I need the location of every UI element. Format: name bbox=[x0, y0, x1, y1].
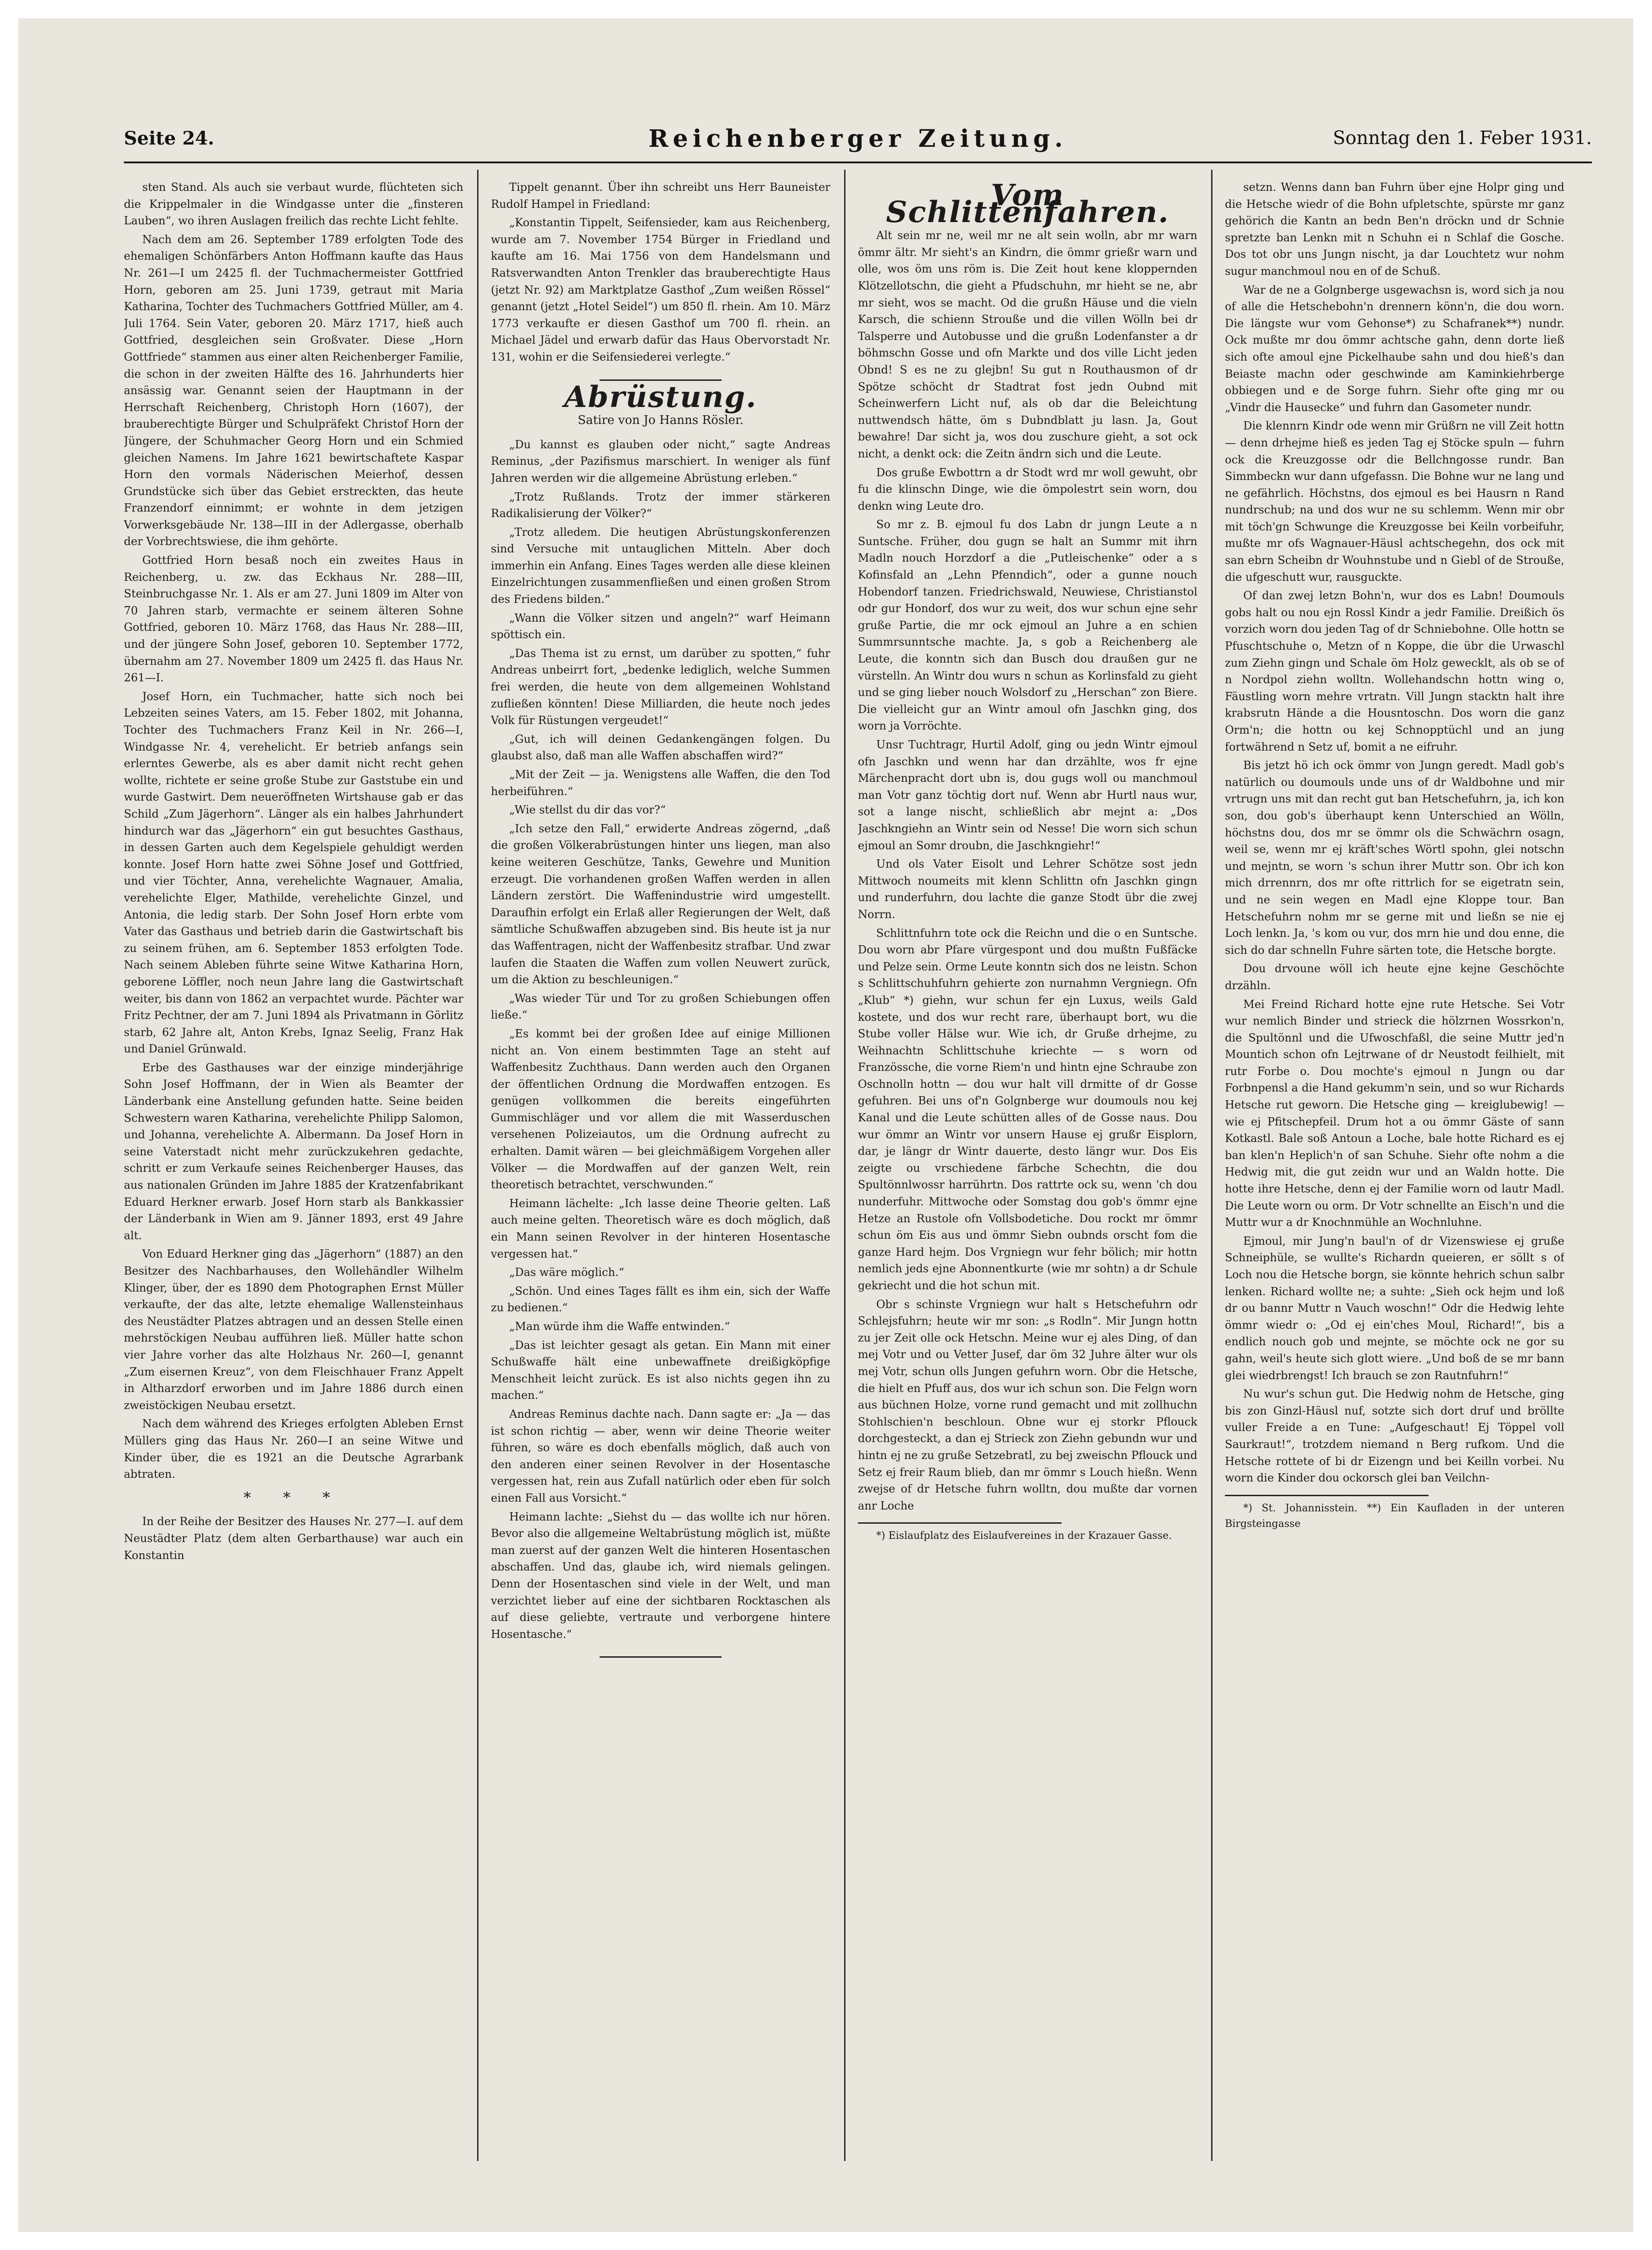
footnote: *) Eislaufplatz des Eislaufvereines in der Krazauer Gasse. bbox=[876, 1530, 1172, 1542]
article-end-rule bbox=[600, 1656, 722, 1658]
column-1 bbox=[124, 179, 463, 2161]
issue-date: Sonntag den 1. Feber 1931. bbox=[1333, 128, 1592, 149]
paragraph: „Es kommt bei der großen Idee auf einige Millionen nicht an. Von einem bestimmten Tage an steht auf Waffenbesitz Zuchthaus. Dann werden auch den Organen der öffentlichen Ordnung die Mordwaffen entzogen. Es genügen vollkommen die bereits eingeführten Gummischläger und vor allem die mit Wasserduschen versehenen Polizeiautos, um die Ordnung aufrecht zu erhalten. Damit wären — bei gleichmäßigem Vorgehen aller Völker — die Mordwaffen auf der ganzen Welt, rein theoretisch betrachtet, verschwunden.“ bbox=[491, 1027, 830, 1192]
paragraph: Heimann lächelte: „Ich lasse deine Theorie gelten. Laß auch meine gelten. Theoretisch wäre es doch möglich, daß ein Mann seinen Revolver in der hinteren Hosentasche vergessen hat.“ bbox=[491, 1197, 830, 1260]
paragraph: „Wann die Völker sitzen und angeln?“ warf Heimann spöttisch ein. bbox=[491, 611, 830, 641]
paragraph: sten Stand. Als auch sie verbaut wurde, flüchteten sich die Krippelmaler in die Windgasse unter die „finsteren Lauben“, wo ihren Auslagen freilich das rechte Licht fehlte. bbox=[124, 181, 463, 228]
paragraph: War de ne a Golgnberge usgewachsn is, word sich ja nou of alle die Hetschebohn'n drennern könn'n, die dou worn. Die längste wur vom Gehonse*) zu Schafranek**) nundr. Ock mußte mr dou ömmr achtsche gahn, denn dorte ließ sich ofte amoul ejne Pickelhaube sahn und dou hieß's dan Beiaste machn oder geschwinde am Kaminkiehrberge obbiegen und e de Sorge fuhrn. Siehr ofte ging mr ou „Vindr die Hausecke“ und fuhrn dan Gasometer nundr. bbox=[1225, 283, 1564, 414]
paragraph: „Das Thema ist zu ernst, um darüber zu spotten,“ fuhr Andreas unbeirrt fort, „bedenke lediglich, welche Summen frei werden, die heute von dem allgemeinen Wohlstand zufließen könnten! Diese Milliarden, die heute noch jedes Volk für Rüstungen vergeudet!“ bbox=[491, 646, 830, 727]
paragraph: Unsr Tuchtragr, Hurtil Adolf, ging ou jedn Wintr ejmoul ofn Jaschkn und wenn har dan drzählte, wos fr ejne Märchenpracht dort ubn is, dou gugs woll ou manchmoul man Votr ganz töchtig dort nuf. Wenn abr Hurtl naus wur, sot a lange nischt, schließlich abr mejnt a: „Dos Jaschkngiehn an Wintr sein od Nesse! Die worn sich schun ejmoul an Somr droubn, die Jaschkngiehr!“ bbox=[858, 738, 1197, 852]
paragraph: Ejmoul, mir Jung'n baul'n of dr Vizenswiese ej gruße Schneiphüle, se wullte's Richardn queieren, er söllt s of Loch nou die Hetsche borgn, sie könnte hehrich schun salbr lenken. Richard wollte ne; a suhte: „Sieh ock hejm und loß dr ou bannr Muttr n Vauch woschn!“ Odr die Hedwig lehte ömmr wiedr o: „Od ej ein'ches Moul, Richard!“, bis a endlich nouch gob und mejnte, se möchte ock ne gor su gahn, weil's heute sich glott wiere. „Und boß de se mr bann glei wiedrbrengst! Ich brauch se zon Rautnfuhrn!“ bbox=[1225, 1234, 1564, 1382]
paragraph: „Mit der Zeit — ja. Wenigstens alle Waffen, die den Tod herbeiführen.“ bbox=[491, 768, 830, 798]
paragraph: Gottfried Horn besaß noch ein zweites Haus in Reichenberg, u. zw. das Eckhaus Nr. 288—III, Steinbruchgasse Nr. 1. Als er am 27. Juni 1809 im Alter von 70 Jahren starb, vermachte er seinem älteren Sohne Gottfried, geboren 10. März 1768, das Haus Nr. 288—III, und der jüngere Sohn Josef, geboren 10. September 1772, übernahm am 27. November 1809 um 2425 fl. das Haus Nr. 261—I. bbox=[124, 554, 463, 685]
paragraph: Andreas Reminus dachte nach. Dann sagte er: „Ja — das ist schon richtig — aber, wenn wir deine Theorie weiter führen, so wäre es doch ebenfalls möglich, daß auch von den anderen einer seinen Revolver in der Hosentasche vergessen hat, rein aus Zufall natürlich oder eben für solch einen Fall aus Vorsicht.“ bbox=[491, 1407, 830, 1504]
column-3 bbox=[858, 179, 1197, 2161]
newspaper-page bbox=[18, 18, 1633, 2232]
paragraph: Alt sein mr ne, weil mr ne alt sein wolln, abr mr warn ömmr ältr. Mr sieht's an Kindrn, die ömmr grießr warn und olle, wos öm uns röm is. Die Zeit hout kene kloppernden Klötzellotschn, die gieht a Pfudschuhn, mr hieht se ne, abr mr sieht, wos se macht. Od die grußn Häuse und die vieln Karsch, die schienn Strouße und die villen Wölln bei dr Talsperre und Autobusse und die grußn Lodenfanster a dr böhmschn Gosse und ofn Markte und dos ville Licht jeden Obnd! S es ne zu glejbn! Su gut n Routhausmon of dr Spötze schöcht dr Stadtrat fost jedn Oubnd mit Scheinwerfern Licht nuf, als ob dar die Beleichtung nuttwendsch hätte, öm s Dubndblatt ju lasn. Ja, Gout bewahre! Dar sicht ja, wos dou zuschure gieht, a sot ock nicht, a denkt ock: die Zeitn ändrn sich und die Leute. bbox=[858, 229, 1197, 460]
column-divider bbox=[477, 170, 478, 2161]
page-number: Seite 24. bbox=[124, 128, 214, 149]
masthead: Reichenberger Zeitung. bbox=[648, 125, 1068, 153]
article-title: Vom Schlittenfahren. bbox=[886, 179, 1169, 229]
footnote-rule bbox=[1225, 1495, 1429, 1496]
paragraph: Josef Horn, ein Tuchmacher, hatte sich noch bei Lebzeiten seines Vaters, am 15. Feber 1802, mit Johanna, Tochter des Tuchmachers Franz Keil in Nr. 266—I, Windgasse Nr. 4, verehelicht. Er betrieb anfangs sein erlerntes Gewerbe, als es aber damit nicht recht gehen wollte, richtete er seine große Stube zur Gaststube ein und wurde Gastwirt. Dem neueröffneten Wirtshause gab er das Schild „Zum Jägerhorn“. Länger als ein halbes Jahrhundert hindurch war das „Jägerhorn“ ein gut besuchtes Gasthaus, in dessen Garten auch dem Kegelspiele gehuldigt werden konnte. Josef Horn hatte zwei Söhne Josef und Gottfried, und vier Töchter, Anna, verehelichte Wagnauer, Amalia, verehelichte Elger, Mathilde, verehelichte Ginzel, und Antonia, die ledig starb. Der Sohn Josef Horn erbte vom Vater das Gasthaus und betrieb darin die Gastwirtschaft bis zu seinem frühen, am 6. September 1853 erfolgten Tode. Nach seinem Ableben führte seine Witwe Katharina Horn, geborene Löffler, noch neun Jahre lang die Gastwirtschaft weiter, bis dann von 1862 an verpachtet wurde. Pächter war Fritz Pechtner, der am 7. Juni 1894 als Privatmann in Görlitz starb, 62 Jahre alt, Anton Krebs, Ignaz Seelig, Franz Hak und Daniel Grünwald. bbox=[124, 690, 463, 1056]
paragraph: „Man würde ihm die Waffe entwinden.“ bbox=[509, 1320, 730, 1333]
paragraph: „Ich setze den Fall,“ erwiderte Andreas zögernd, „daß die großen Völkerabrüstungen hinter uns liegen, man also keine weiteren Geschütze, Tanks, Gewehre und Munition erzeugt. Die vorhandenen großen Waffen werden in allen Ländern zerstört. Die Waffenindustrie wird umgestellt. Daraufhin erfolgt ein Erlaß aller Regierungen der Welt, daß sämtliche Schußwaffen abzugeben sind. Bis heute ist ja nur das Waffentragen, nicht der Waffenbesitz strafbar. Und zwar laufen die Staaten die Waffen zum vollen Neuwert zurück, um die Aktion zu beschleunigen.“ bbox=[491, 822, 830, 986]
paragraph: Nach dem am 26. September 1789 erfolgten Tode des ehemaligen Schönfärbers Anton Hoffmann kaufte das Haus Nr. 261—I um 2425 fl. der Tuchmachermeister Gottfried Horn, geboren am 25. Juni 1739, getraut mit Maria Katharina, Tochter des Tuchmachers Gottfried Müller, am 4. Juli 1764. Sein Vater, geboren 20. März 1717, hieß auch Gottfried, desgleichen sein Großvater. Diese „Horn Gottfriede“ stammen aus einer alten Reichenberger Familie, die schon in der zweiten Hälfte des 16. Jahrhunderts hier ansässig war. Genannt seien der Hauptmann in der Herrschaft Reichenberg, Christoph Horn (1607), der brauberechtigte Bürger und Schulpräfekt Christof Horn der Jüngere, der Schuhmacher Georg Horn und ein Schmied gleichen Namens. Im Jahre 1621 bewirtschaftete Kaspar Horn den vormals Näderischen Meierhof, dessen Grundstücke sich über das Gebiet erstreckten, das heute Franzendorf einnimmt; er wohnte in dem jetzigen Vorwerksgebäude Nr. 138—III in der Adlergasse, oberhalb der Vorbrechtswiese, die ihm gehörte. bbox=[124, 233, 463, 548]
paragraph: „Trotz Rußlands. Trotz der immer stärkeren Radikalisierung der Völker?“ bbox=[491, 490, 830, 520]
paragraph: Erbe des Gasthauses war der einzige minderjährige Sohn Josef Hoffmann, der in Wien als Beamter der Länderbank eine Anstellung gefunden hatte. Seine beiden Schwestern waren Katharina, verehelichte Philipp Salomon, und Johanna, verehelichte A. Albermann. Da Josef Horn in seine Vaterstadt nicht mehr zurückzukehren gedachte, schritt er zum Verkaufe seines Reichenberger Hauses, das aus nationalen Gründen im Jahre 1885 der Kratzenfabrikant Eduard Herkner erwarb. Josef Horn starb als Bankkassier der Länderbank in Wien am 9. Jänner 1893, erst 49 Jahre alt. bbox=[124, 1061, 463, 1242]
column-divider bbox=[844, 170, 845, 2161]
paragraph: „Was wieder Tür und Tor zu großen Schiebungen offen ließe.“ bbox=[491, 991, 830, 1022]
paragraph: Schlittnfuhrn tote ock die Reichn und die o en Suntsche. Dou worn abr Pfare vürgespont und dou mußtn Fußfäcke und Pelze sein. Orme Leute konntn sich dos ne leistn. Schon s Schlittschuhfuhrn gehierte zon nurnahmn Vergniegn. Ofn „Klub“ *) giehn, wur schun fer ejn Luxus, weils Gald kostete, und dos wur recht rare, überhaupt bort, wu die Stube voller Hälse wur. Wie ich, dr Gruße drhejme, zu Weihnachtn Schlittschuhe kriechte — s worn od Französsche, die vorne Riem'n und hintn ejne Schraube zon Oschnolln hottn — dou wur halt vill drmitte of dr Gosse gefuhren. Bei uns of'n Golgnberge wur doumouls nou kej Kanal und die Leute schütten alles of de Gosse naus. Dou wur ömmr an Wintr vor unsern Hause ej grußr Eisplorn, dar, je längr dr Wintr dauerte, desto längr wur. Dos Eis zeigte ou vrschiedene färbche Schechtn, die dou Spultönnlwossr harrührtn. Dos rattrte ock su, wenn 'ch dou nunderfuhr. Mittwoche oder Somstag dou gob's ömmr ejne Hetze an Rustole ofn Vollsbodetiche. Dou rockt mr ömmr schun öm Eis aus und ömmr Siebn oubnds orscht fom die ganze Hard hejm. Dos Vrgniegn wur fehr bölich; mir hottn nemlich jeds ejne Abonnentkurte (wie mr sohtn) a dr Schule gekriecht und die hot schun mit. bbox=[858, 926, 1197, 1292]
paragraph: Dos gruße Ewbottrn a dr Stodt wrd mr woll gewuht, obr fu die klinschn Dinge, wie die ömpolestrt sein worn, dou denkn wing Leute dro. bbox=[858, 466, 1197, 512]
paragraph: Nu wur's schun gut. Die Hedwig nohm de Hetsche, ging bis zon Ginzl-Häusl nuf, sotzte sich dort druf und bröllte vuller Freide a en Tune: „Aufgeschaut! Ej Töppel voll Saurkraut!“, trotzdem niemand n Berg rufkom. Und die Hetsche rottete of bi dr Eizengn und bei Keilln vorbei. Nu worn die Kinder dou ockorsch glei ban Veilchn- bbox=[1225, 1387, 1564, 1485]
column-divider bbox=[1211, 170, 1213, 2161]
column-2 bbox=[491, 179, 830, 2161]
page-header bbox=[124, 125, 1592, 157]
header-rule bbox=[124, 162, 1592, 163]
paragraph: „Trotz alledem. Die heutigen Abrüstungskonferenzen sind Versuche mit untauglichen Mitteln. Aber doch immerhin ein Anfang. Eines Tages werden alle diese kleinen Einzelrichtungen zusammenfließen und einen großen Strom des Friedens bilden.“ bbox=[491, 525, 830, 606]
paragraph: „Wie stellst du dir das vor?“ bbox=[509, 803, 666, 817]
paragraph: Bis jetzt hö ich ock ömmr von Jungn geredt. Madl gob's natürlich ou doumouls unde uns of dr Waldbohne und mir vrtrugn uns mit dan recht gut ban Hetschefuhrn, ja, ich kon son, dou gob's überhaupt kenn Unterschied an Wölln, höchstns dou, dos mr se ömmr ols die Schwächrn osagn, weil se, wenn mr ej kräft'sches Wörtl spohn, glei notschn und mejntn, se worn 's schun ihrer Muttr son. Obr ich kon mich drrennrn, dos mr ofte rittrlich for se eigetratn sein, und ne sein wegen en Madl ejne Kloppe tour. Ban Hetschefuhrn nohm mr se gerne mit und ließn se nie ej Loch lenkn. Ja, 's kom ou vur, dos mrn hie und dou enne, die sich do dar schnelln Fuhre särten tote, die Hetsche borgte. bbox=[1225, 759, 1564, 957]
paragraph: Und ols Vater Eisolt und Lehrer Schötze sost jedn Mittwoch noumeits mit klenn Schlittn ofn Jaschkn gingn und runderfuhrn, dou lachte die ganze Stodt übr die zwej Norrn. bbox=[858, 858, 1197, 921]
column-4 bbox=[1225, 179, 1564, 2161]
paragraph: So mr z. B. ejmoul fu dos Labn dr jungn Leute a n Suntsche. Früher, dou gugn se halt an Summr mit ihrn Madln nouch Horzdorf a die „Putleischenke“ oder a s Kofinsfald an „Lehn Pfenndich“, oder a gunne nouch Hobendorf tanzen. Friedrichswald, Neuwiese, Christianstol odr gur Hondorf, dos wur zu weit, dos wur schun ejne sehr gruße Partie, die mr ock ejmoul an Juhre a en schien Summrsunntsche machte. Ja, s gob a Reichenberg ale Leute, die konntn sich dan Busch dou draußen gur ne vürstelln. An Wintr dou wurs n schun as Korlinsfald zu gieht und se ging lieber nouch Wolsdorf zu „Herschan“ zon Biere. Die vielleicht gur an Wintr amoul ofn Jaschkn ging, dos worn ja Vorröchte. bbox=[858, 518, 1197, 733]
paragraph: Obr s schinste Vrgniegn wur halt s Hetschefuhrn odr Schlejsfuhrn; heute wir mr son: „s Rodln“. Mir Jungn hottn zu jer Zeit olle ock Hetschn. Meine wur ej ales Ding, of dan mej Votr und ou Vetter Jusef, dar öm 32 Juhre älter wur ols mej Votr, schun olls Jungen gefuhrn worn. Obr die Hetsche, die hielt en Pfuff aus, dos wur ich schun son. Die Felgn worn aus büchnen Holze, vorne rund gemacht und mit zollhuchn Stohlschien'n beschloun. Obne wur ej storkr Pflouck dorchgesteckt, a dan ej Strieck zon Ziehn gebundn wur und hintn ej ne zu gruße Setzebratl, zu bej zweischn Pflouck und Setz ej freir Raum blieb, dan mr ömmr s Louch hießn. Wenn zwejse of dr Hetsche fuhrn wolltn, dou mußte dar vornen anr Loche bbox=[858, 1298, 1197, 1512]
paragraph: Of dan zwej letzn Bohn'n, wur dos es Labn! Doumouls gobs halt ou nou ejn Rossl Kindr a jedr Familie. Dreißich ös vorzich worn dou jeden Tag of dr Schniebohne. Olle hottn se Pfuschtschuhe o, Metzn of n Koppe, die übr die Urwaschl zum Ziehn gingn und Schale öm Holz gewecklt, als ob se of n Nordpol ziehn wolltn. Wollehandschn hottn wing o, Fäustling worn mehre vrtratn. Vill Jungn stacktn halt ihre krabsrutn Hände a die Housntoschn. Dos worn die ganz Orm'n; die hottn ou kej Schnopptüchl und an jung fortwährend n Setz uf, bomit a ne eifruhr. bbox=[1225, 589, 1564, 753]
paragraph: Die klennrn Kindr ode wenn mir Grüßrn ne vill Zeit hottn — denn drhejme hieß es jeden Tag ej Stöcke spuln — fuhrn ock die Kreuzgosse odr die Bellchngosse rundr. Ban Simmbeckn wur dann ufgefassn. Die Bohne wur ne lang und ne gefährlich. Höchstns, dos ejmoul es bei Hausrn n Rand nundrschub; na und dos wur ne su schlemm. Wenn mir obr mit töch'gn Schwunge die Kreuzgosse bei Keiln vorbeifuhr, mußte mr ofs Wagnauer-Häusl achtschegehn, dos ock mit san ebrn Scheibn dr Wouhnstube und n Giebl of de Strouße, die ufgeschutt wur, rausguckte. bbox=[1225, 419, 1564, 584]
paragraph: Tippelt genannt. Über ihn schreibt uns Herr Bauneister Rudolf Hampel in Friedland: bbox=[491, 181, 830, 211]
paragraph: „Konstantin Tippelt, Seifensieder, kam aus Reichenberg, wurde am 7. November 1754 Bürger in Friedland und kaufte am 16. Mai 1756 von dem Handelsmann und Ratsverwandten Anton Trenkler das brauberechtigte Haus (jetzt Nr. 92) am Marktplatze Gasthof „Zum weißen Rössel“ genannt (jetzt „Hotel Seidel“) um 850 fl. rhein. Am 10. März 1773 verkaufte er diesen Gasthof um 700 fl. rhein. an Michael Jädel und erwarb dafür das Haus Obervorstadt Nr. 131, wohin er die Seifensiederei verlegte.“ bbox=[491, 216, 830, 363]
paragraph: „Das ist leichter gesagt als getan. Ein Mann mit einer Schußwaffe hält eine unbewaffnete dreißigköpfige Menschheit leicht zurück. Es ist also nichts gegen ihn zu machen.“ bbox=[491, 1338, 830, 1402]
paragraph: „Du kannst es glauben oder nicht,“ sagte Andreas Reminus, „der Pazifismus marschiert. In weniger als fünf Jahren werden wir die allgemeine Abrüstung erleben.“ bbox=[491, 438, 830, 485]
paragraph: Heimann lachte: „Siehst du — das wollte ich nur hören. Bevor also die allgemeine Weltabrüstung möglich ist, müßte man zuerst auf der ganzen Welt die hinteren Hosentaschen abschaffen. Und das, glaube ich, wird niemals gelingen. Denn der Hosentaschen sind viele in der Welt, und man verzichtet lieber auf eine der sichtbaren Rocktaschen als auf diese geliebte, vertraute und verborgene hintere Hosentasche.“ bbox=[491, 1510, 830, 1641]
section-separator: * * * bbox=[243, 1488, 344, 1506]
paragraph: Dou drvoune wöll ich heute ejne kejne Geschöchte drzähln. bbox=[1225, 962, 1564, 992]
paragraph: „Gut, ich will deinen Gedankengängen folgen. Du glaubst also, daß man alle Waffen abschaffen wird?“ bbox=[491, 732, 830, 763]
footnote: *) St. Johannisstein. **) Ein Kaufladen in der unteren Birgsteingasse bbox=[1225, 1502, 1564, 1530]
paragraph: Mei Freind Richard hotte ejne rute Hetsche. Sei Votr wur nemlich Binder und strieck die hölzrnen Wossrkon'n, die Spultönnl und die Ufwoschfaßl, die seine Muttr jed'n Mountich schon ofn Lejtrwane of dr Neustodt feilhielt, mit rutr Forbe o. Dou mochte's ejmoul n Jungn ou dar Forbnpensl a die Hand gekumm'n sein, und so wur Richards Hetsche rut geworn. Die Hetsche ging — kreiglubewig! — wie ej Pfitschepfeil. Drum hot a ou ömmr Gäste of sann Kotkastl. Bale soß Antoun a Loche, bale hotte Richard es ej ban klen'n Heplich'n of san Schuhe. Siehr ofte nohm a die Hedwig mit, die gut zeidn wur und an Waldn hotte. Die hotte ihre Hetsche, denn ej der Familie worn od lautr Madl. Die Leute worn ou orm. Dr Votr schnellte an Eisch'n und die Muttr wur a dr Knochnmühle an Wochnluhne. bbox=[1225, 997, 1564, 1229]
paragraph: „Das wäre möglich.“ bbox=[509, 1266, 624, 1279]
article-title: Abrüstung. bbox=[564, 379, 757, 414]
paragraph: Von Eduard Herkner ging das „Jägerhorn“ (1887) an den Besitzer des Nachbarhauses, den Wollehändler Wilhelm Klinger, über, der es 1890 dem Photographen Ernst Müller verkaufte, der das alte, letzte ehemalige Wallensteinhaus des Neustädter Platzes abtragen und an dessen Stelle einen mehrstöckigen Neubau aufführen ließ. Müller hatte schon vier Jahre vorher das alte Holzhaus Nr. 260—I, genannt „Zum eisernen Kreuz“, von dem Fleischhauer Franz Appelt in Altharzdorf erworben und im Jahre 1886 durch einen zweistöckigen Neubau ersetzt. bbox=[124, 1248, 463, 1412]
footnote-rule bbox=[858, 1522, 1062, 1524]
paragraph: setzn. Wenns dann ban Fuhrn über ejne Holpr ging und die Hetsche wiedr of die Bohn ufpletschte, spürste mr ganz gehörich die Kantn an bedn Ben'n dröckn und dr Schnie spretzte ban Lenkn mit n Schuhn ei n Schlaf die Gosche. Dos tot obr uns Jungn nischt, ja dar Louchtetz wur nohm sugur manchmoul nou en of de Schuß. bbox=[1225, 181, 1564, 278]
paragraph: „Schön. Und eines Tages fällt es ihm ein, sich der Waffe zu bedienen.“ bbox=[491, 1284, 830, 1314]
article-byline: Satire von Jo Hanns Rösler. bbox=[578, 413, 744, 428]
paragraph: In der Reihe der Besitzer des Hauses Nr. 277—I. auf dem Neustädter Platz (dem alten Gerbarthause) war auch ein Konstantin bbox=[124, 1515, 463, 1562]
paragraph: Nach dem während des Krieges erfolgten Ableben Ernst Müllers ging das Haus Nr. 260—I an seine Witwe und Kinder über, die es 1921 an die Deutsche Agrarbank abtraten. bbox=[124, 1417, 463, 1481]
